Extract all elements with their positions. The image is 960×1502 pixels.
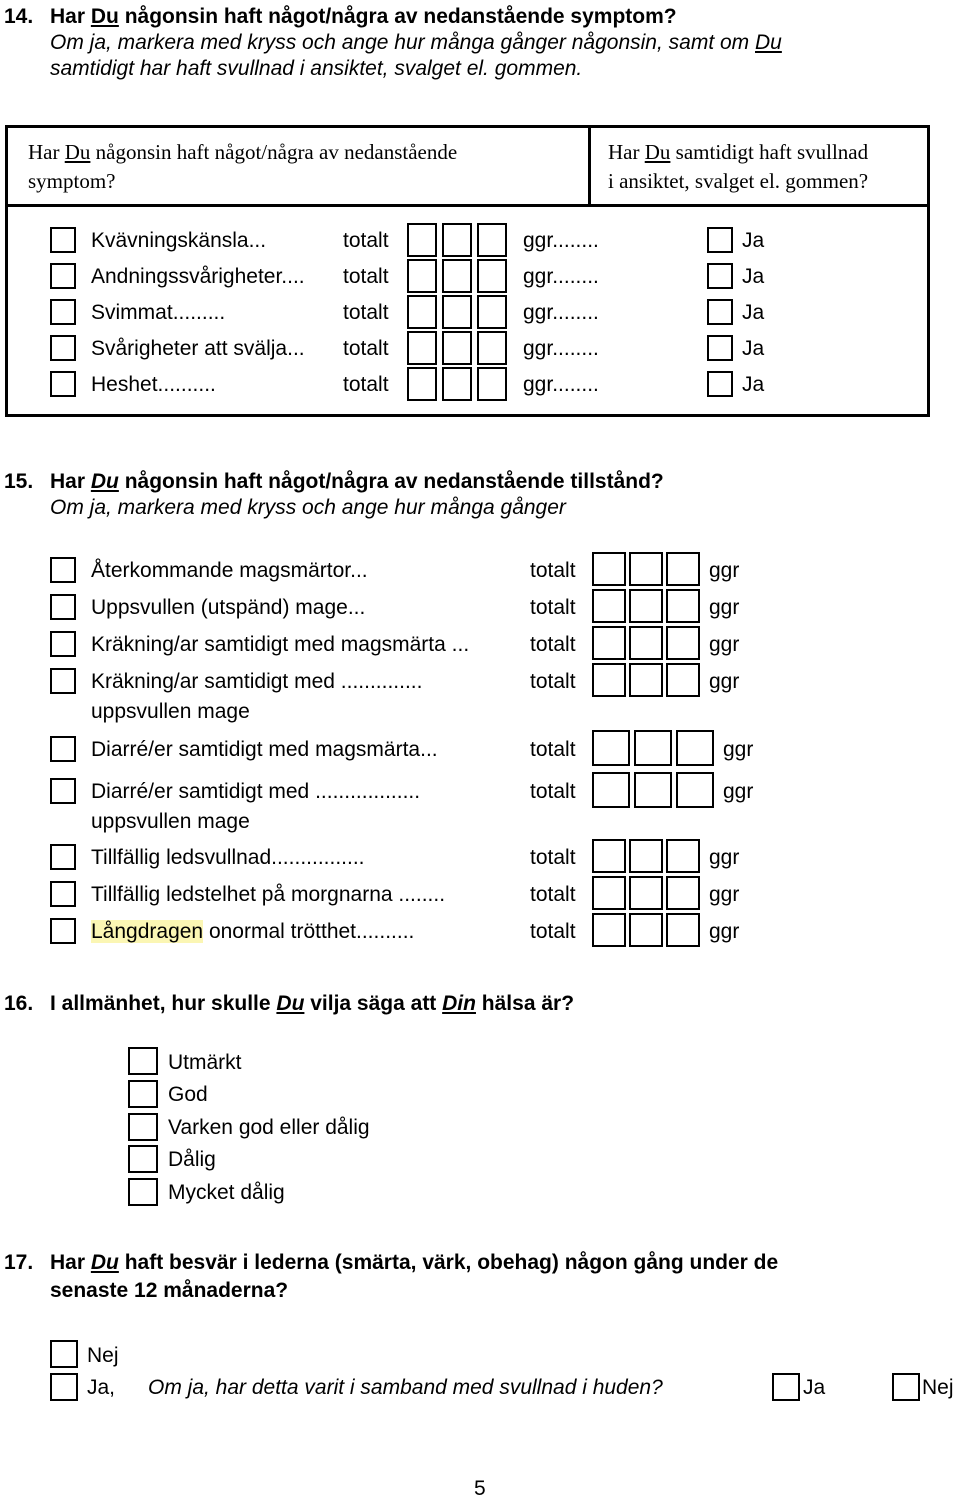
q17-title-line2: senaste 12 månaderna? [50, 1279, 289, 1302]
q14-number: 14. [4, 5, 34, 28]
q15-count-box-2[interactable] [634, 772, 672, 808]
q14-row-checkbox[interactable] [50, 227, 76, 253]
q14-row-totalt: totalt [343, 265, 389, 288]
q15-row-checkbox[interactable] [50, 594, 76, 620]
q15-count-box-3[interactable] [666, 552, 700, 586]
q14-row-checkbox[interactable] [50, 299, 76, 325]
q14-row-ja-label: Ja [742, 337, 765, 360]
q15-row-checkbox[interactable] [50, 844, 76, 870]
q14-row-ja-checkbox[interactable] [707, 299, 733, 325]
q14-count-box-2[interactable] [442, 367, 472, 401]
q15-count-box-1[interactable] [592, 913, 626, 947]
q16-option-label: Dålig [168, 1148, 216, 1171]
q15-count-box-3[interactable] [666, 913, 700, 947]
q15-row-label: Tillfällig ledsvullnad................ [91, 846, 365, 869]
q15-row-label: Diarré/er samtidigt med magsmärta... [91, 738, 438, 761]
q14-row-ja-label: Ja [742, 301, 765, 324]
q15-row-checkbox[interactable] [50, 631, 76, 657]
q15-row-checkbox[interactable] [50, 668, 76, 694]
q17-nej-checkbox[interactable] [50, 1340, 78, 1368]
q14-row-ggr: ggr........ [523, 373, 599, 396]
q15-row-label: Återkommande magsmärtor... [91, 559, 368, 582]
q16-option-label: Mycket dålig [168, 1181, 285, 1204]
q14-count-box-1[interactable] [407, 259, 437, 293]
q14-instruction-line1: Om ja, markera med kryss och ange hur många gånger någonsin, samt om Du [50, 31, 782, 54]
q15-row-totalt: totalt [530, 883, 576, 906]
q14-row-label: Svårigheter att svälja... [91, 337, 305, 360]
q15-row-checkbox[interactable] [50, 736, 76, 762]
q15-row-ggr: ggr [709, 883, 740, 906]
q15-count-box-1[interactable] [592, 552, 626, 586]
q16-option-checkbox[interactable] [128, 1178, 158, 1206]
q14-count-box-2[interactable] [442, 295, 472, 329]
q14-count-box-3[interactable] [477, 367, 507, 401]
q15-row-checkbox[interactable] [50, 881, 76, 907]
q14-row-ggr: ggr........ [523, 301, 599, 324]
q17-followup-question: Om ja, har detta varit i samband med svullnad i huden? [148, 1376, 663, 1399]
q15-count-box-2[interactable] [629, 839, 663, 873]
q14-count-box-3[interactable] [477, 295, 507, 329]
q14-count-box-3[interactable] [477, 259, 507, 293]
q15-row-label: Långdragen onormal trötthet.......... [91, 920, 415, 943]
q15-row-label: Tillfällig ledstelhet på morgnarna ........ [91, 883, 446, 906]
q14-count-box-1[interactable] [407, 223, 437, 257]
q14-row-ja-checkbox[interactable] [707, 335, 733, 361]
q15-row-ggr: ggr [709, 670, 740, 693]
q15-row-label: Diarré/er samtidigt med .................. [91, 780, 421, 803]
q15-row-ggr: ggr [709, 920, 740, 943]
page-number: 5 [474, 1477, 486, 1500]
q15-row-ggr: ggr [723, 738, 754, 761]
q15-count-box-2[interactable] [629, 913, 663, 947]
q17-followup-ja-label: Ja [803, 1376, 826, 1399]
q15-row-label: Kräkning/ar samtidigt med .............. [91, 670, 423, 693]
q17-ja-checkbox[interactable] [50, 1373, 78, 1401]
q16-option-label: Utmärkt [168, 1051, 242, 1074]
q14-row-label: Heshet.......... [91, 373, 216, 396]
q15-count-box-2[interactable] [629, 589, 663, 623]
q15-count-box-1[interactable] [592, 839, 626, 873]
q15-instruction: Om ja, markera med kryss och ange hur många gånger [50, 496, 566, 519]
q17-ja-label: Ja, [87, 1376, 116, 1399]
q15-row-totalt: totalt [530, 846, 576, 869]
q15-row-totalt: totalt [530, 559, 576, 582]
q15-row-totalt: totalt [530, 633, 576, 656]
q16-title: I allmänhet, hur skulle Du vilja säga att Din hälsa är? [50, 992, 575, 1015]
q15-row-label-line2: uppsvullen mage [91, 810, 250, 833]
q14-row-ja-checkbox[interactable] [707, 371, 733, 397]
q14-count-box-2[interactable] [442, 223, 472, 257]
q14-table-divider [588, 125, 591, 207]
q14-count-box-3[interactable] [477, 331, 507, 365]
q14-row-label: Svimmat......... [91, 301, 226, 324]
q14-row-ja-label: Ja [742, 265, 765, 288]
q16-option-checkbox[interactable] [128, 1047, 158, 1075]
q15-count-box-1[interactable] [592, 876, 626, 910]
q14-left-header: Har Du någonsin haft något/några av nedanstående [28, 140, 458, 164]
q14-count-box-1[interactable] [407, 295, 437, 329]
q14-title: Har Du någonsin haft något/några av nedanstående symptom? [50, 5, 677, 28]
q15-row-totalt: totalt [530, 920, 576, 943]
q15-count-box-3[interactable] [666, 839, 700, 873]
q16-option-checkbox[interactable] [128, 1080, 158, 1108]
q15-count-box-2[interactable] [629, 626, 663, 660]
q14-row-label: Kvävningskänsla... [91, 229, 267, 252]
q14-row-totalt: totalt [343, 229, 389, 252]
q15-row-totalt: totalt [530, 738, 576, 761]
q15-row-label: Kräkning/ar samtidigt med magsmärta ... [91, 633, 470, 656]
q15-title: Har Du någonsin haft något/några av nedanstående tillstånd? [50, 470, 664, 493]
q14-count-box-1[interactable] [407, 331, 437, 365]
q15-row-label: Uppsvullen (utspänd) mage... [91, 596, 366, 619]
q15-row-totalt: totalt [530, 670, 576, 693]
q14-row-totalt: totalt [343, 301, 389, 324]
q14-row-totalt: totalt [343, 337, 389, 360]
q14-count-box-2[interactable] [442, 259, 472, 293]
q14-row-ja-label: Ja [742, 229, 765, 252]
q16-option-checkbox[interactable] [128, 1113, 158, 1141]
q15-row-totalt: totalt [530, 596, 576, 619]
q15-count-box-2[interactable] [629, 876, 663, 910]
q17-followup-nej-label: Nej [922, 1376, 954, 1399]
q15-row-ggr: ggr [709, 633, 740, 656]
q14-right-header-line2: i ansiktet, svalget el. gommen? [608, 169, 869, 193]
q15-count-box-2[interactable] [634, 730, 672, 766]
q14-row-checkbox[interactable] [50, 263, 76, 289]
q15-count-box-3[interactable] [676, 772, 714, 808]
q16-option-label: God [168, 1083, 208, 1106]
q17-title: Har Du haft besvär i lederna (smärta, värk, obehag) någon gång under de [50, 1251, 779, 1274]
q14-count-box-2[interactable] [442, 331, 472, 365]
q17-number: 17. [4, 1251, 34, 1274]
q14-row-ja-checkbox[interactable] [707, 263, 733, 289]
q15-count-box-2[interactable] [629, 663, 663, 697]
q14-row-ja-label: Ja [742, 373, 765, 396]
q15-row-checkbox[interactable] [50, 778, 76, 804]
q16-number: 16. [4, 992, 34, 1015]
q15-count-box-1[interactable] [592, 626, 626, 660]
q14-row-label: Andningssvårigheter.... [91, 265, 305, 288]
q15-row-totalt: totalt [530, 780, 576, 803]
q15-row-ggr: ggr [709, 596, 740, 619]
q14-count-box-1[interactable] [407, 367, 437, 401]
q15-row-ggr: ggr [709, 846, 740, 869]
q14-count-box-3[interactable] [477, 223, 507, 257]
q15-number: 15. [4, 470, 34, 493]
q15-row-label-line2: uppsvullen mage [91, 700, 250, 723]
q15-count-box-3[interactable] [666, 663, 700, 697]
q14-row-ggr: ggr........ [523, 337, 599, 360]
q15-count-box-3[interactable] [676, 730, 714, 766]
q15-count-box-1[interactable] [592, 772, 630, 808]
q15-count-box-3[interactable] [666, 626, 700, 660]
q14-row-totalt: totalt [343, 373, 389, 396]
q17-followup-nej-checkbox[interactable] [892, 1373, 920, 1401]
q15-row-checkbox[interactable] [50, 918, 76, 944]
q14-left-header-line2: symptom? [28, 169, 116, 193]
q14-instruction-line2: samtidigt har haft svullnad i ansiktet, svalget el. gommen. [50, 57, 583, 80]
q16-option-label: Varken god eller dålig [168, 1116, 370, 1139]
q14-right-header: Har Du samtidigt haft svullnad [608, 140, 869, 164]
q17-nej-label: Nej [87, 1344, 119, 1367]
q15-row-ggr: ggr [709, 559, 740, 582]
q15-row-ggr: ggr [723, 780, 754, 803]
q15-count-box-3[interactable] [666, 876, 700, 910]
q17-followup-ja-checkbox[interactable] [772, 1373, 800, 1401]
q15-count-box-1[interactable] [592, 589, 626, 623]
q14-row-checkbox[interactable] [50, 335, 76, 361]
q14-row-checkbox[interactable] [50, 371, 76, 397]
q14-row-ja-checkbox[interactable] [707, 227, 733, 253]
q14-row-ggr: ggr........ [523, 229, 599, 252]
q15-count-box-2[interactable] [629, 552, 663, 586]
q15-count-box-3[interactable] [666, 589, 700, 623]
q16-option-checkbox[interactable] [128, 1145, 158, 1173]
q14-row-ggr: ggr........ [523, 265, 599, 288]
q15-count-box-1[interactable] [592, 730, 630, 766]
q15-row-checkbox[interactable] [50, 557, 76, 583]
q15-count-box-1[interactable] [592, 663, 626, 697]
